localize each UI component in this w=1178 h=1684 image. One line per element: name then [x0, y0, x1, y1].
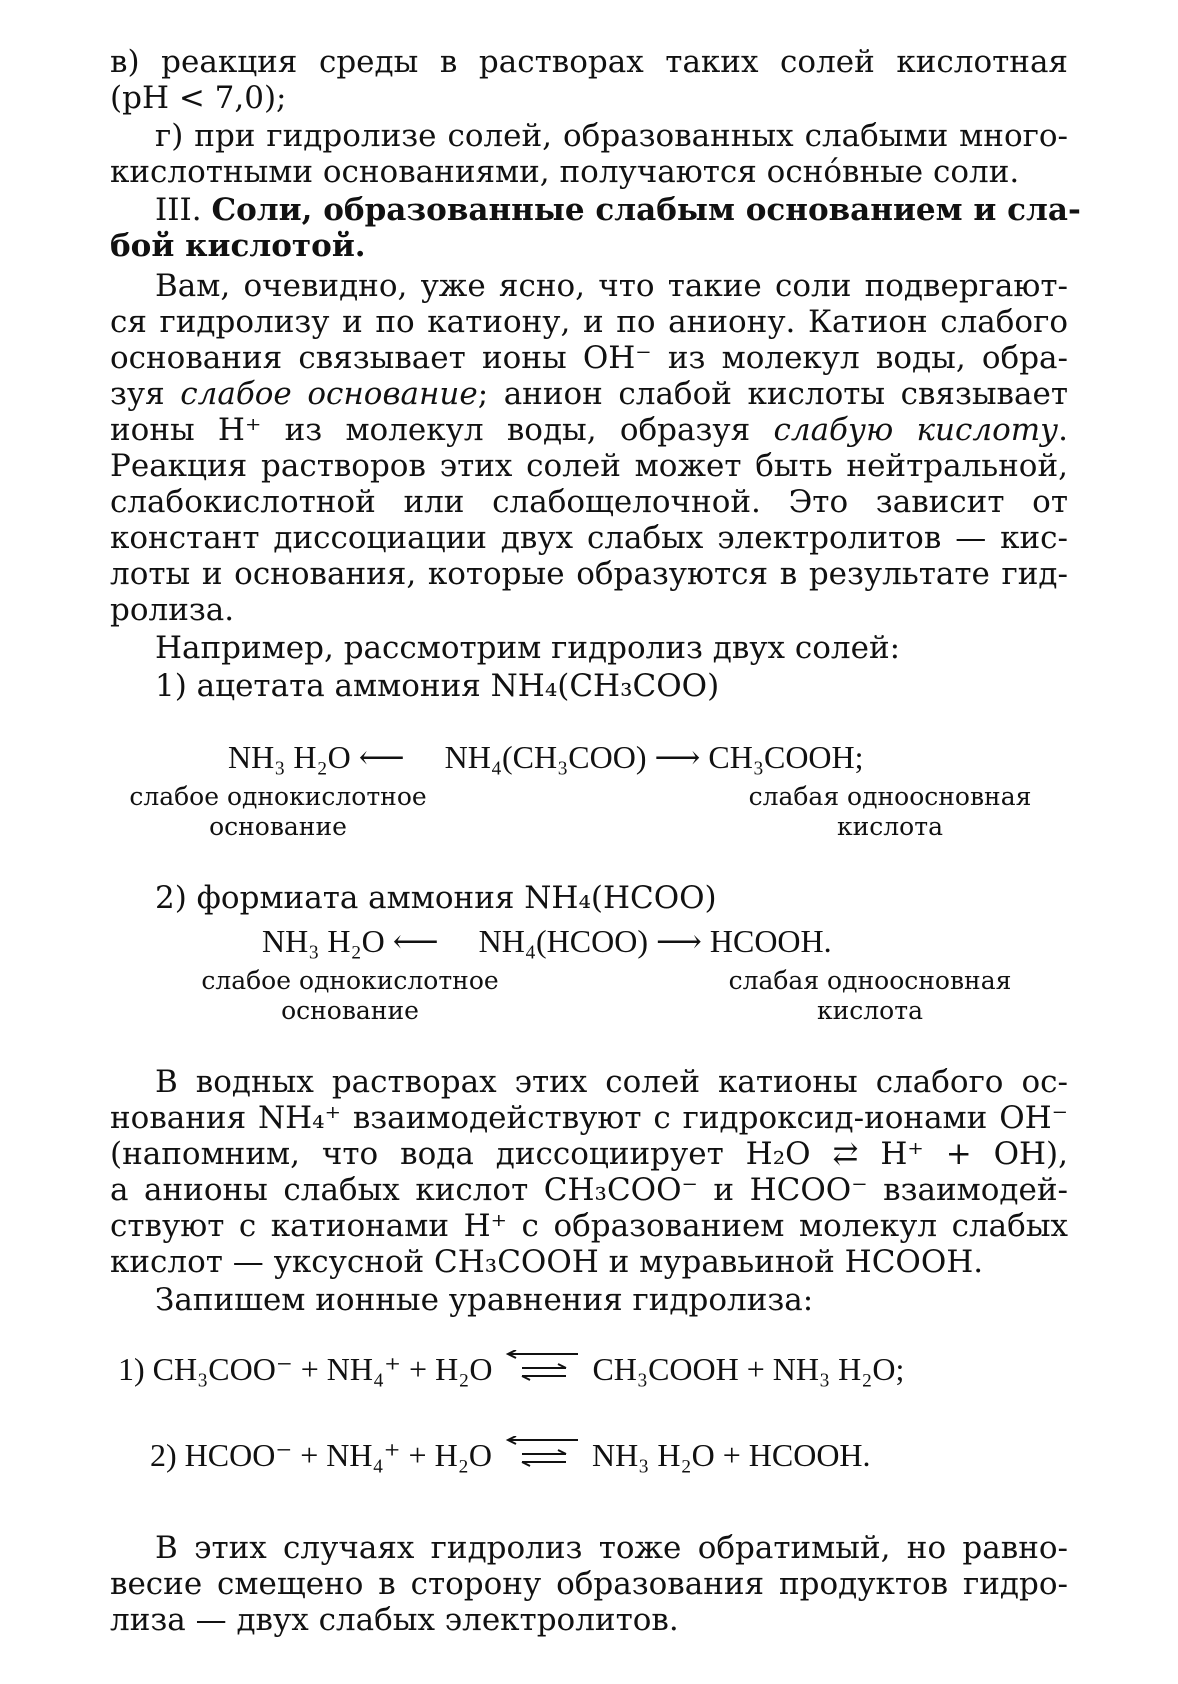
equation-right: CH₃COOH + NH₃ H₂O; [592, 1351, 905, 1387]
equation-right: NH₃ H₂O + HCOOH. [591, 1437, 871, 1473]
paragraph-line: г) при гидролизе солей, образованных слабыми много- [155, 118, 1068, 154]
italic-term: слабое основание [180, 376, 478, 412]
text-span: ионы H⁺ из молекул воды, образуя [110, 412, 774, 448]
paragraph-line: лиза — двух слабых электролитов. [110, 1602, 679, 1638]
caption-weak-acid [720, 782, 1060, 842]
list-item: 2) формиата аммония NH₄(HCOO) [155, 880, 717, 916]
paragraph-line: ролиза. [110, 592, 235, 628]
paragraph-line: В водных растворах этих солей катионы слабого ос- [155, 1064, 1068, 1100]
paragraph-line: кислотными основаниями, получаются осно́вные соли. [110, 154, 1020, 190]
caption-line: кислота [817, 996, 923, 1025]
text-span: ; анион слабой кислоты связывает [477, 376, 1068, 412]
paragraph-line: (pH < 7,0); [110, 80, 287, 116]
paragraph-line: в) реакция среды в растворах таких солей кислотная [110, 44, 1068, 80]
caption-line: основание [281, 996, 419, 1025]
paragraph-line: (напомним, что вода диссоциирует H₂O ⇄ H⁺ + OH), [110, 1136, 1068, 1172]
paragraph-line: весие смещено в сторону образования продуктов гидро- [110, 1566, 1068, 1602]
section-title: Соли, образованные слабым основанием и сла- [211, 192, 1081, 228]
text-span: . [1058, 412, 1068, 448]
paragraph-line: ствуют с катионами H⁺ с образованием молекул слабых [110, 1208, 1068, 1244]
paragraph-line: нования NH₄⁺ взаимодействуют с гидроксид-ионами OH⁻ [110, 1100, 1068, 1136]
paragraph-line: слабокислотной или слабощелочной. Это зависит от [110, 484, 1068, 520]
equation-right: NH₄(HCOO) ⟶ HCOOH. [478, 923, 832, 959]
paragraph-line [110, 376, 1068, 412]
ionic-equation-1 [118, 1350, 904, 1388]
caption-line: слабая одноосновная [748, 782, 1032, 811]
paragraph-line: основания связывает ионы OH⁻ из молекул воды, обра- [110, 340, 1068, 376]
paragraph-line: Реакция растворов этих солей может быть нейтральной, [110, 448, 1068, 484]
paragraph-line: кислот — уксусной CH₃COOH и муравьиной HCOOH. [110, 1244, 984, 1280]
caption-line: слабое однокислотное [201, 966, 499, 995]
caption-line: основание [209, 812, 347, 841]
paragraph-line: Запишем ионные уравнения гидролиза: [155, 1282, 814, 1318]
paragraph-line: а анионы слабых кислот CH₃COO⁻ и HCOO⁻ взаимодей- [110, 1172, 1068, 1208]
equation-left: 2) HCOO⁻ + NH₄⁺ + H₂O [150, 1437, 492, 1473]
equation-left: NH₃ H₂O ⟵ [262, 923, 439, 959]
equation-left: 1) CH₃COO⁻ + NH₄⁺ + H₂O [118, 1351, 493, 1387]
paragraph-line: лоты и основания, которые образуются в результате гид- [110, 556, 1068, 592]
paragraph-line: ся гидролизу и по катиону, и по аниону. Катион слабого [110, 304, 1068, 340]
paragraph-line: Например, рассмотрим гидролиз двух солей: [155, 630, 901, 666]
caption-weak-base [108, 782, 448, 842]
caption-line: слабая одноосновная [728, 966, 1012, 995]
section-number: III. [155, 192, 212, 228]
paragraph-line: В этих случаях гидролиз тоже обратимый, но равно- [155, 1530, 1068, 1566]
text-span: зуя [110, 376, 181, 412]
italic-term: слабую кислоту [773, 412, 1059, 448]
equilibrium-arrow-icon [500, 1436, 584, 1474]
equation-left: NH₃ H₂O ⟵ [228, 739, 405, 775]
equation-2 [262, 922, 832, 960]
ionic-equation-2 [150, 1436, 871, 1474]
caption-line: слабое однокислотное [129, 782, 427, 811]
list-item: 1) ацетата аммония NH₄(CH₃COO) [155, 668, 720, 704]
caption-weak-base [180, 966, 520, 1026]
section-heading [110, 192, 1081, 228]
caption-weak-acid [700, 966, 1040, 1026]
paragraph-line: Вам, очевидно, уже ясно, что такие соли подвергают- [155, 268, 1068, 304]
equilibrium-arrow-icon [500, 1350, 584, 1388]
paragraph-line: констант диссоциации двух слабых электролитов — кис- [110, 520, 1068, 556]
section-title-continued: бой кислотой. [110, 228, 366, 264]
equation-1 [228, 738, 864, 776]
caption-line: кислота [837, 812, 943, 841]
paragraph-line [110, 412, 1068, 448]
equation-right: NH₄(CH₃COO) ⟶ CH₃COOH; [444, 739, 864, 775]
